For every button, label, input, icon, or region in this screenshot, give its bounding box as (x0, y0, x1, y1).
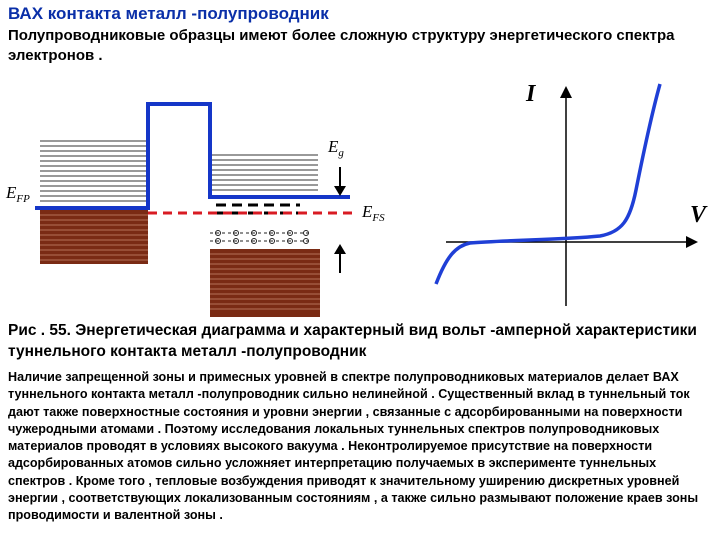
v-axis-arrow (686, 236, 698, 248)
metal-filled-band (40, 210, 148, 264)
slide-subtitle: Полупроводниковые образцы имеют более сложную структуру энергетического спектра электронов . (8, 27, 675, 64)
label-eg: $E_g$ (328, 137, 344, 159)
body-paragraph: Наличие запрещенной зоны и примесных уровней в спектре полупроводниковых материалов делает ВАХ туннельного контакта металл -полупроводник сильно нелинейной . Существенный вклад в туннельный ток дают также поверхностные состояния и уровни энергии , связанные с адсорбированными на поверхности чужеродными атомами . Поэтому исследования локальных туннельных спектров полупроводниковых материалов проводят в условиях высокого вакуума . Неконтролируемое присутствие на поверхности адсорбированных атомов сильно усложняет интерпретацию получаемых в эксперименте туннельных спектров . Кроме того , тепловые возбуждения приводят к значительному уширению дискретных уровней энергии , соответствующих локализованным состояниям , а также сильно размывают положение краев зоны проводимости и валентной зоны . (8, 370, 699, 523)
label-efp: $E_{FP}$ (6, 183, 30, 205)
axis-label-i: I (526, 81, 536, 107)
energy-diagram (5, 104, 385, 317)
axis-label-v: V (690, 202, 707, 228)
i-axis-arrow (560, 86, 572, 98)
impurity-levels (210, 231, 310, 244)
iv-plot (436, 81, 708, 306)
iv-curve (436, 84, 660, 284)
conduction-band-levels (210, 155, 318, 190)
metal-empty-levels (40, 141, 148, 201)
gap-arrow-top (334, 167, 346, 196)
gap-arrow-bottom (334, 244, 346, 273)
figure-caption: Рис . 55. Энергетическая диаграмма и характерный вид вольт -амперной характеристики туннельного контакта металл -полупроводник (8, 322, 697, 360)
slide-title: ВАХ контакта металл -полупроводник (8, 4, 329, 23)
label-efs: $E_{FS}$ (362, 202, 385, 224)
